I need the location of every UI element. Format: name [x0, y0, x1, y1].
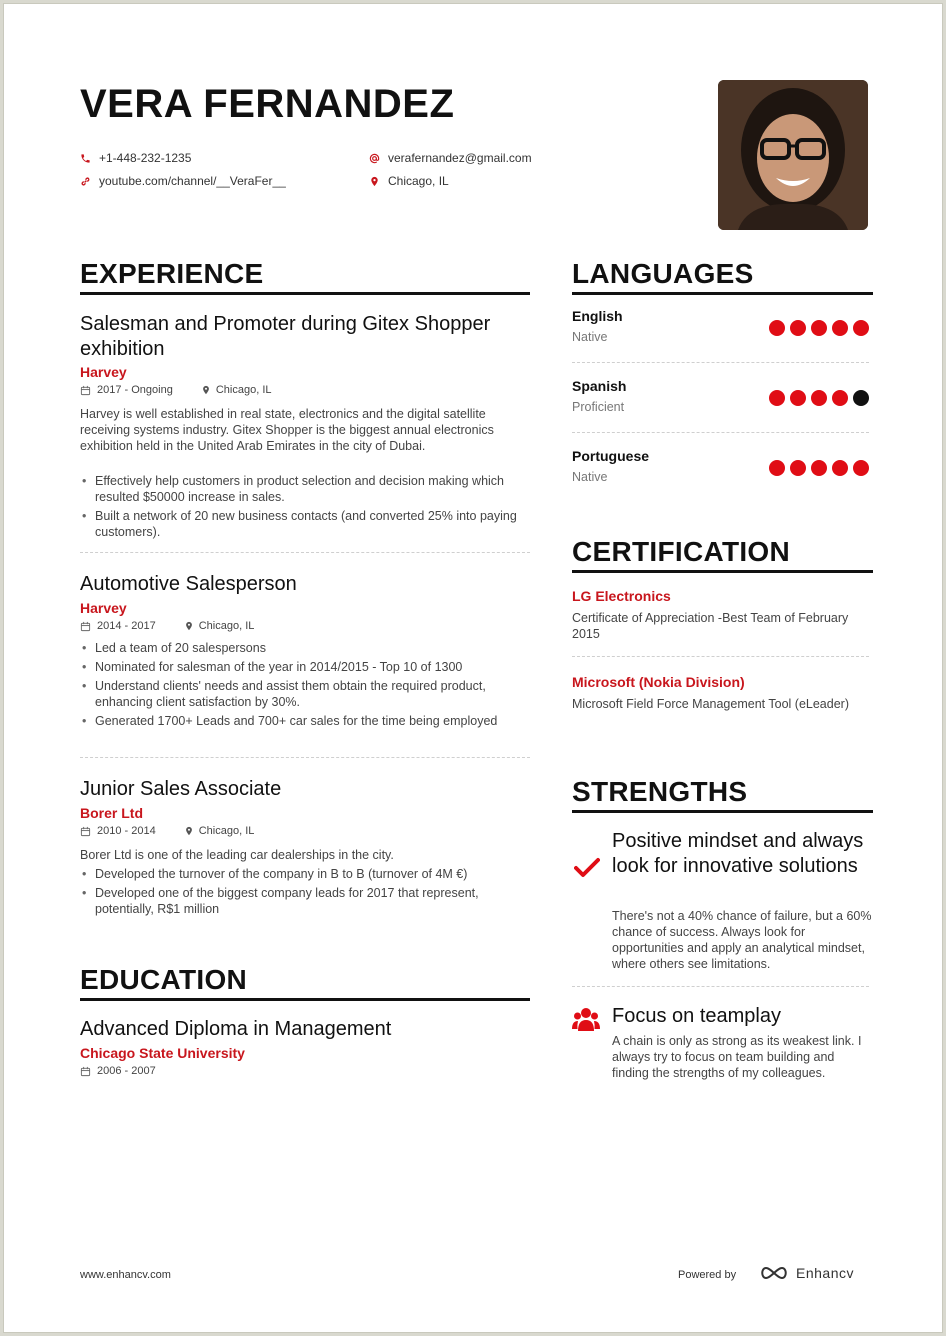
team-icon — [572, 1007, 600, 1036]
language-name: English — [572, 308, 623, 324]
education-meta — [80, 1065, 156, 1077]
rating-dot-filled — [769, 390, 785, 406]
cert-description: Certificate of Appreciation -Best Team of February 2015 — [572, 611, 849, 641]
divider — [80, 552, 530, 553]
language-item — [572, 308, 873, 364]
job-location — [201, 384, 272, 396]
email-address[interactable]: verafernandez@gmail.com — [388, 151, 532, 165]
company-name: Borer Ltd — [80, 805, 143, 821]
achievement-item: • Generated 1700+ Leads and 700+ car sales for the time being employed — [80, 713, 525, 729]
rating-dot-filled — [853, 320, 869, 336]
job-location-text: Chicago, IL — [198, 825, 255, 837]
map-pin-icon — [184, 826, 194, 836]
rating-dot-filled — [811, 390, 827, 406]
rating-dot-filled — [790, 320, 806, 336]
achievement-item: • Led a team of 20 salespersons — [80, 640, 525, 656]
job-title: Salesman and Promoter during Gitex Shopper exhibition — [80, 313, 491, 360]
job-location-text: Chicago, IL — [215, 384, 272, 396]
powered-by-label: Powered by — [678, 1269, 737, 1281]
language-level: Native — [572, 330, 608, 344]
language-name: Spanish — [572, 378, 627, 394]
map-pin-icon — [184, 621, 194, 631]
rating-dot-filled — [832, 460, 848, 476]
rating-dot-filled — [832, 390, 848, 406]
job-description: Harvey is well established in real state, electronics and the digital satellite receiving systems industry. Gitex Shopper is the biggest annual electronics exhibition held in the United Arab Emirates in the city of Dubai. — [80, 407, 494, 453]
company-name: Harvey — [80, 364, 127, 380]
cert-description: Microsoft Field Force Management Tool (eLeader) — [572, 697, 849, 711]
calendar-icon — [80, 385, 91, 396]
at-icon — [369, 153, 380, 164]
achievement-item: • Understand clients' needs and assist them obtain the required product, enhancing client satisfaction by 30%. — [80, 678, 525, 710]
divider — [572, 986, 869, 987]
job-description: Borer Ltd is one of the leading car dealerships in the city. — [80, 848, 394, 862]
job-dates: 2010 - 2014 — [97, 825, 156, 837]
strength-description: A chain is only as strong as its weakest link. I always try to focus on team building and finding the strengths of my colleagues. — [612, 1034, 862, 1080]
infinity-icon — [758, 1265, 790, 1281]
cert-issuer: LG Electronics — [572, 588, 671, 604]
strength-description: There's not a 40% chance of failure, but a 60% chance of success. Always look for opportunities and apply an analytical mindset, where others see limitations. — [612, 909, 872, 971]
company-name: Harvey — [80, 600, 127, 616]
calendar-icon — [80, 826, 91, 837]
map-pin-icon — [369, 176, 380, 187]
language-level: Proficient — [572, 400, 625, 414]
language-level: Native — [572, 470, 608, 484]
email-contact[interactable] — [369, 151, 532, 165]
footer-site-link[interactable]: www.enhancv.com — [80, 1269, 171, 1281]
rating-dot-filled — [790, 390, 806, 406]
language-name: Portuguese — [572, 448, 650, 464]
rating-dot-filled — [853, 460, 869, 476]
achievement-item: • Developed one of the biggest company leads for 2017 that represent, potentially, R$1 million — [80, 885, 525, 917]
website-link[interactable]: youtube.com/channel/__VeraFer__ — [99, 174, 286, 188]
education-heading: EDUCATION — [80, 964, 530, 1001]
certification-heading: CERTIFICATION — [572, 536, 873, 573]
job-location — [184, 825, 255, 837]
language-rating — [769, 390, 869, 406]
link-icon — [80, 176, 91, 187]
calendar-icon — [80, 621, 91, 632]
job-title: Junior Sales Associate — [80, 778, 282, 800]
school-name: Chicago State University — [80, 1045, 245, 1061]
strength-title: Positive mindset and always look for innovative solutions — [612, 830, 864, 877]
job-location-text: Chicago, IL — [198, 620, 255, 632]
education-dates: 2006 - 2007 — [97, 1065, 156, 1077]
phone-number: +1-448-232-1235 — [99, 151, 192, 165]
divider — [572, 432, 869, 433]
degree-title: Advanced Diploma in Management — [80, 1018, 392, 1040]
checkmark-icon — [574, 856, 600, 883]
achievement-item: • Developed the turnover of the company in B to B (turnover of 4M €) — [80, 866, 525, 882]
map-pin-icon — [201, 385, 211, 395]
rating-dot-filled — [832, 320, 848, 336]
brand-name: Enhancv — [796, 1265, 854, 1281]
website-contact[interactable] — [80, 174, 286, 188]
language-rating — [769, 320, 869, 336]
candidate-name: VERA FERNANDEZ — [80, 82, 455, 126]
location-text: Chicago, IL — [388, 174, 449, 188]
job-meta — [80, 620, 254, 632]
language-item — [572, 448, 873, 504]
resume-page — [3, 3, 943, 1333]
calendar-icon — [80, 1066, 91, 1077]
rating-dot-filled — [769, 460, 785, 476]
phone-icon — [80, 153, 91, 164]
rating-dot-filled — [811, 460, 827, 476]
language-item — [572, 378, 873, 434]
job-achievements — [80, 863, 525, 917]
phone-contact — [80, 151, 191, 165]
rating-dot-filled — [790, 460, 806, 476]
profile-photo — [718, 80, 868, 230]
rating-dot-filled — [811, 320, 827, 336]
location-contact — [369, 174, 449, 188]
divider — [80, 757, 530, 758]
job-meta — [80, 384, 272, 396]
job-achievements — [80, 637, 525, 729]
job-location — [184, 620, 255, 632]
job-dates: 2017 - Ongoing — [97, 384, 173, 396]
divider — [572, 656, 869, 657]
job-title: Automotive Salesperson — [80, 573, 297, 595]
strengths-heading: STRENGTHS — [572, 776, 873, 813]
experience-heading: EXPERIENCE — [80, 258, 530, 295]
achievement-item: • Built a network of 20 new business contacts (and converted 25% into paying customers). — [80, 508, 525, 540]
cert-issuer: Microsoft (Nokia Division) — [572, 674, 745, 690]
job-meta — [80, 825, 254, 837]
language-rating — [769, 460, 869, 476]
achievement-item: • Effectively help customers in product selection and decision making which resulted $50000 increase in sales. — [80, 473, 525, 505]
rating-dot-empty — [853, 390, 869, 406]
strength-title: Focus on teamplay — [612, 1005, 781, 1027]
divider — [572, 362, 869, 363]
job-achievements — [80, 470, 525, 540]
achievement-item: • Nominated for salesman of the year in 2014/2015 - Top 10 of 1300 — [80, 659, 525, 675]
enhancv-logo[interactable] — [758, 1265, 854, 1281]
job-dates: 2014 - 2017 — [97, 620, 156, 632]
rating-dot-filled — [769, 320, 785, 336]
languages-heading: LANGUAGES — [572, 258, 873, 295]
